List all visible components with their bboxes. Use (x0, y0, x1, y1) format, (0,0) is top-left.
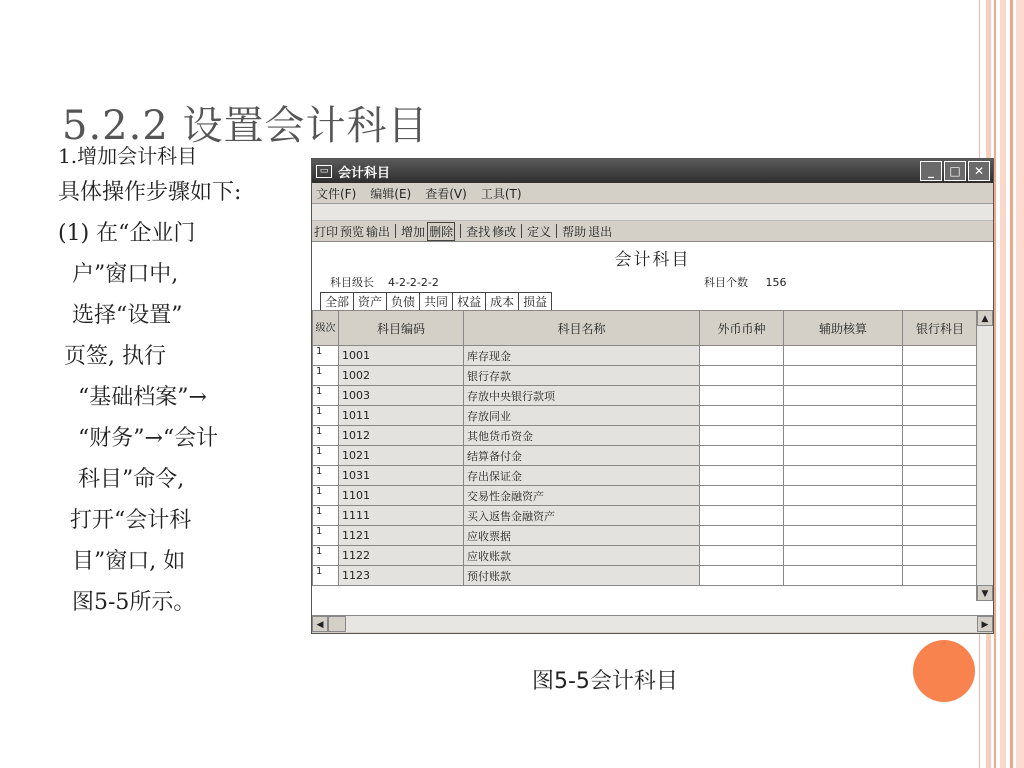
table-row[interactable] (313, 366, 978, 386)
decor-stripe (1010, 0, 1013, 768)
decor-stripe (994, 0, 996, 768)
panel-title: 会计科目 (614, 250, 691, 270)
close-button[interactable]: ✕ (968, 161, 990, 181)
cell-name[interactable]: 其他货币资金 (464, 426, 700, 446)
cell-auxiliary[interactable] (784, 366, 903, 386)
cell-name[interactable]: 预付账款 (464, 566, 700, 586)
menu-edit[interactable]: 编辑(E) (370, 186, 412, 201)
tab-all[interactable]: 全部 (320, 292, 354, 310)
accounts-panel (312, 242, 993, 632)
cell-bank[interactable] (903, 466, 978, 486)
body-line: 1.增加会计科目 (58, 144, 198, 168)
cell-level[interactable]: 1 (313, 446, 339, 466)
cell-level[interactable]: 1 (313, 366, 339, 386)
table-row[interactable] (313, 466, 978, 486)
cell-auxiliary[interactable] (784, 566, 903, 586)
menu-view[interactable]: 查看(V) (425, 186, 467, 201)
cell-name[interactable]: 银行存款 (464, 366, 700, 386)
cell-name[interactable]: 应收票据 (464, 526, 700, 546)
cell-code[interactable]: 1002 (339, 366, 464, 386)
cell-code[interactable]: 1012 (339, 426, 464, 446)
cell-bank[interactable] (903, 386, 978, 406)
toolbar-separator (395, 224, 396, 238)
table-row[interactable] (313, 426, 978, 446)
cell-code[interactable]: 1021 (339, 446, 464, 466)
minimize-button[interactable]: _ (920, 161, 942, 181)
print-button[interactable]: 打印 (314, 224, 339, 239)
cell-auxiliary[interactable] (784, 546, 903, 566)
decor-stripe (1016, 0, 1024, 768)
cell-bank[interactable] (903, 486, 978, 506)
cell-currency[interactable] (700, 506, 784, 526)
cell-name[interactable]: 存放同业 (464, 406, 700, 426)
cell-bank[interactable] (903, 406, 978, 426)
cell-level[interactable]: 1 (313, 486, 339, 506)
scroll-right-icon[interactable]: ▶ (977, 616, 993, 632)
body-line: 页签, 执行 (64, 344, 166, 369)
cell-code[interactable]: 1123 (339, 566, 464, 586)
help-button[interactable]: 帮助 (562, 224, 587, 239)
modify-button[interactable]: 修改 (492, 224, 517, 239)
body-line: 选择“设置” (72, 303, 183, 328)
col-header-level[interactable]: 级次 (313, 311, 339, 346)
cell-bank[interactable] (903, 506, 978, 526)
cell-currency[interactable] (700, 486, 784, 506)
slide-body (58, 140, 308, 623)
count-value: 156 (765, 276, 787, 289)
table-row[interactable] (313, 386, 978, 406)
cell-code[interactable]: 1122 (339, 546, 464, 566)
vertical-scrollbar[interactable] (976, 310, 993, 601)
cell-auxiliary[interactable] (784, 406, 903, 426)
cell-bank[interactable] (903, 546, 978, 566)
cell-currency[interactable] (700, 466, 784, 486)
table-row[interactable] (313, 446, 978, 466)
maximize-button[interactable]: □ (944, 161, 966, 181)
level-label: 科目级长 (330, 276, 374, 289)
table-row[interactable] (313, 346, 978, 366)
toolbar-separator (556, 224, 557, 238)
cell-name[interactable]: 存出保证金 (464, 466, 700, 486)
body-line: 具体操作步骤如下: (58, 180, 242, 205)
table-row[interactable] (313, 486, 978, 506)
cell-name[interactable]: 买入返售金融资产 (464, 506, 700, 526)
tab-common[interactable]: 共同 (419, 292, 453, 310)
find-button[interactable]: 查找 (466, 224, 491, 239)
cell-name[interactable]: 结算备付金 (464, 446, 700, 466)
body-line: “财务”→“会计 (78, 426, 219, 451)
cell-currency[interactable] (700, 366, 784, 386)
add-button[interactable]: 增加 (401, 224, 426, 239)
cell-bank[interactable] (903, 366, 978, 386)
col-header-name[interactable]: 科目名称 (464, 311, 700, 346)
cell-currency[interactable] (700, 346, 784, 366)
cell-currency[interactable] (700, 546, 784, 566)
cell-auxiliary[interactable] (784, 446, 903, 466)
cell-code[interactable]: 1111 (339, 506, 464, 526)
body-line: 图5-5所示。 (72, 590, 196, 615)
cell-code[interactable]: 1101 (339, 486, 464, 506)
tab-profit-loss[interactable]: 损益 (518, 292, 552, 310)
tab-equity[interactable]: 权益 (452, 292, 486, 310)
cell-auxiliary[interactable] (784, 486, 903, 506)
table-row[interactable] (313, 566, 978, 586)
body-line: (1) 在“企业门 (58, 221, 196, 246)
count-info (704, 274, 786, 290)
cell-bank[interactable] (903, 346, 978, 366)
cell-auxiliary[interactable] (784, 466, 903, 486)
exit-button[interactable]: 退出 (588, 224, 613, 239)
cell-code[interactable]: 1001 (339, 346, 464, 366)
level-value: 4-2-2-2-2 (388, 276, 439, 289)
cell-currency[interactable] (700, 566, 784, 586)
table-row[interactable] (313, 546, 978, 566)
scroll-thumb[interactable] (328, 616, 346, 632)
cell-auxiliary[interactable] (784, 386, 903, 406)
menu-bar (312, 183, 993, 204)
menu-file[interactable]: 文件(F) (316, 186, 357, 201)
cell-level[interactable]: 1 (313, 466, 339, 486)
cell-level[interactable]: 1 (313, 566, 339, 586)
cell-level[interactable]: 1 (313, 406, 339, 426)
cell-auxiliary[interactable] (784, 506, 903, 526)
col-header-code[interactable]: 科目编码 (339, 311, 464, 346)
decor-circle (913, 640, 975, 702)
toolbar-separator (521, 224, 522, 238)
table-row[interactable] (313, 406, 978, 426)
cell-name[interactable]: 交易性金融资产 (464, 486, 700, 506)
cell-name[interactable]: 库存现金 (464, 346, 700, 366)
cell-level[interactable]: 1 (313, 546, 339, 566)
table-row[interactable] (313, 526, 978, 546)
body-line: 户”窗口中, (72, 262, 179, 287)
app-icon: ▭ (316, 165, 332, 178)
cell-code[interactable]: 1031 (339, 466, 464, 486)
toolbar (312, 221, 993, 242)
accounts-window (311, 158, 994, 634)
toolbar-separator (460, 224, 461, 238)
delete-button[interactable]: 删除 (427, 222, 455, 241)
cell-name[interactable]: 应收账款 (464, 546, 700, 566)
body-line: 目”窗口, 如 (72, 549, 186, 574)
cell-level[interactable]: 1 (313, 346, 339, 366)
cell-name[interactable]: 存放中央银行款项 (464, 386, 700, 406)
cell-bank[interactable] (903, 526, 978, 546)
cell-code[interactable]: 1011 (339, 406, 464, 426)
cell-level[interactable]: 1 (313, 506, 339, 526)
tab-cost[interactable]: 成本 (485, 292, 519, 310)
body-line: 科目”命令, (78, 467, 185, 492)
cell-currency[interactable] (700, 526, 784, 546)
decor-stripe (1000, 0, 1006, 768)
cell-currency[interactable] (700, 426, 784, 446)
window-title: 会计科目 (338, 165, 391, 181)
accounts-table (312, 310, 978, 586)
scroll-up-icon[interactable]: ▲ (977, 310, 993, 326)
level-info (330, 274, 439, 290)
cell-level[interactable]: 1 (313, 426, 339, 446)
cell-level[interactable]: 1 (313, 386, 339, 406)
menu-tools[interactable]: 工具(T) (480, 186, 522, 201)
figure-caption: 图5-5会计科目 (532, 669, 678, 694)
tab-liabilities[interactable]: 负债 (386, 292, 420, 310)
cell-code[interactable]: 1121 (339, 526, 464, 546)
cell-code[interactable]: 1003 (339, 386, 464, 406)
cell-bank[interactable] (903, 446, 978, 466)
scroll-left-icon[interactable]: ◀ (312, 616, 328, 632)
cell-auxiliary[interactable] (784, 346, 903, 366)
define-button[interactable]: 定义 (527, 224, 552, 239)
toolbar-band (312, 204, 993, 221)
cell-auxiliary[interactable] (784, 426, 903, 446)
preview-button[interactable]: 预览 (340, 224, 365, 239)
window-titlebar[interactable] (312, 159, 993, 183)
body-line: “基础档案”→ (78, 385, 207, 410)
category-tabs (320, 292, 551, 310)
table-row[interactable] (313, 506, 978, 526)
cell-currency[interactable] (700, 446, 784, 466)
cell-bank[interactable] (903, 566, 978, 586)
count-label: 科目个数 (704, 276, 748, 289)
horizontal-scrollbar[interactable] (312, 615, 993, 632)
tab-assets[interactable]: 资产 (353, 292, 387, 310)
export-button[interactable]: 输出 (366, 224, 391, 239)
cell-bank[interactable] (903, 426, 978, 446)
body-line: 打开“会计科 (70, 508, 192, 533)
col-header-bank[interactable]: 银行科目 (903, 311, 978, 346)
col-header-auxiliary[interactable]: 辅助核算 (784, 311, 903, 346)
cell-currency[interactable] (700, 386, 784, 406)
cell-auxiliary[interactable] (784, 526, 903, 546)
scroll-down-icon[interactable]: ▼ (977, 585, 993, 601)
slide-title: 5.2.2 设置会计科目 (62, 103, 429, 149)
col-header-currency[interactable]: 外币币种 (700, 311, 784, 346)
cell-level[interactable]: 1 (313, 526, 339, 546)
cell-currency[interactable] (700, 406, 784, 426)
